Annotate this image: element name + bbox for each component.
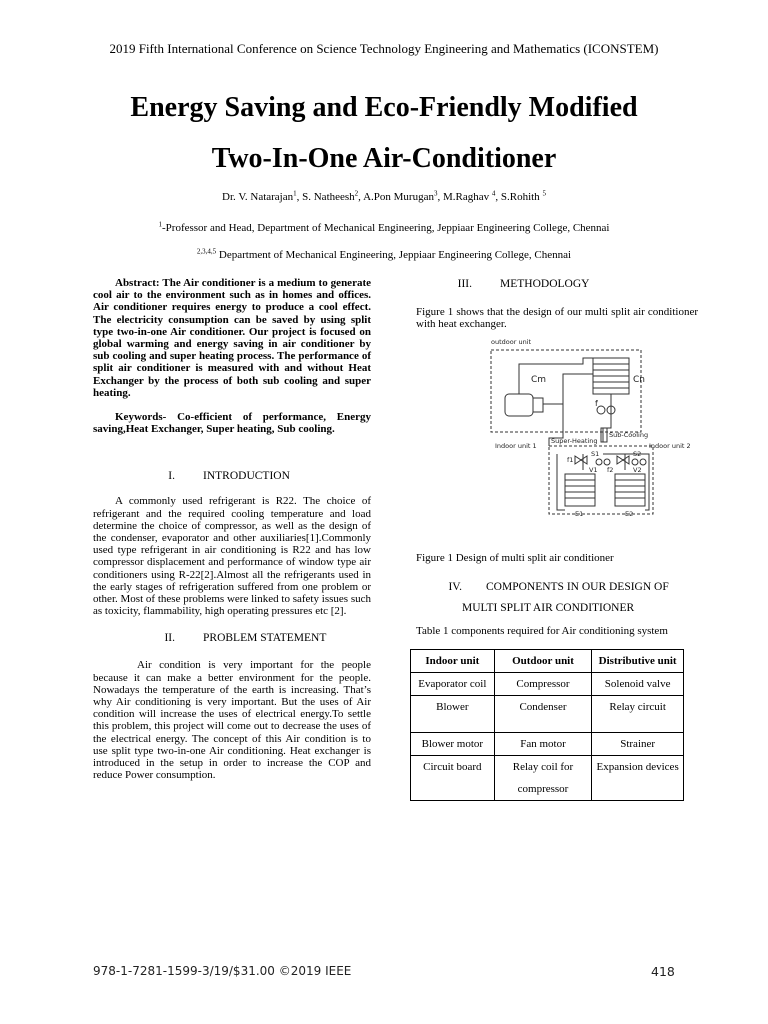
outdoor-unit-box — [491, 350, 641, 432]
table-cell: Blower — [411, 696, 495, 733]
left-column — [93, 277, 371, 782]
label-sub-cooling: Sub-Cooling — [609, 431, 649, 440]
table-cell: Circuit board — [411, 756, 495, 801]
author-name: S. Natheesh — [302, 191, 355, 203]
label-f: f — [595, 399, 598, 409]
section-title: PROBLEM STATEMENT — [203, 632, 327, 645]
section-heading-problem-statement — [93, 631, 371, 645]
paper-title-line-2: Two-In-One Air-Conditioner — [211, 143, 557, 174]
table-cell: Condenser — [494, 696, 592, 733]
ac-schematic — [453, 334, 693, 524]
section-number: IV. — [448, 580, 462, 593]
page-number: 418 — [651, 964, 675, 979]
label-e2: E2 — [625, 510, 634, 519]
label-e1: E1 — [575, 510, 584, 519]
label-outdoor-unit: outdoor unit — [491, 338, 532, 347]
problem-statement-paragraph: Air condition is very important for the people because it can make a better environment for the people. Nowadays the temperature of the earth is increasing. That’s why Air conditioning is very important. But the uses of Air condition will increase the uses of electrical energy.To settle this problem, this project will come out to decrease the uses of the electrical energy. The concept of this Air condition is to use split type two-in-one Air conditioning. Heat exchanger is introduced in the setup in order to increase the COP and reduce Power consumption. — [93, 659, 371, 782]
label-s2: S2 — [633, 450, 642, 459]
label-super-heating: Super-Heating — [551, 437, 598, 446]
author-mark: 3 — [433, 189, 438, 198]
label-f2: f2 — [607, 466, 614, 475]
table-cell: Relay circuit — [592, 696, 684, 733]
section-number: II. — [164, 632, 175, 645]
components-table — [410, 649, 684, 801]
table-row — [411, 696, 684, 733]
table-cell: Fan motor — [494, 733, 592, 756]
section-heading-methodology — [416, 277, 698, 291]
author-list: Dr. V. Natarajan$^1$, S. Natheesh$^2$, A.Pon Murugan$^3$, M.Raghav $^4$, S.Rohith $^5$ — [222, 189, 546, 203]
author-mark: 1 — [293, 189, 297, 198]
author-name: M.Raghav — [442, 191, 492, 203]
affiliation-mark: 1 — [158, 220, 162, 229]
section-heading-introduction — [93, 469, 371, 483]
table-cell: Strainer — [592, 733, 684, 756]
affiliation-text: Department of Mechanical Engineering, Jeppiaar Engineering College, Chennai — [216, 249, 572, 261]
paper-title-line-1: Energy Saving and Eco-Friendly Modified — [130, 92, 638, 123]
sub-cooling-exchanger — [601, 428, 607, 442]
evaporator-1 — [565, 474, 595, 506]
table-row — [411, 673, 684, 696]
author-name: Dr. V. Natarajan — [222, 191, 294, 203]
label-indoor-unit-1: Indoor unit 1 — [495, 442, 537, 451]
affiliation-text: -Professor and Head, Department of Mechanical Engineering, Jeppiaar Engineering College, Chennai — [162, 222, 610, 234]
author-name: A.Pon Murugan — [363, 191, 434, 203]
label-cm: Cm — [531, 375, 547, 386]
section-title: INTRODUCTION — [203, 470, 290, 483]
label-indoor-unit-2: Indoor unit 2 — [649, 442, 691, 451]
section-title-line-1: COMPONENTS IN OUR DESIGN OF — [486, 580, 669, 593]
table-cell: Compressor — [494, 673, 592, 696]
conference-header: 2019 Fifth International Conference on Science Technology Engineering and Mathematics (ICONSTEM) — [109, 41, 659, 56]
table-row — [411, 756, 684, 801]
table-header-row — [411, 650, 684, 673]
table-1-caption: Table 1 components required for Air conditioning system — [416, 625, 668, 638]
methodology-paragraph: Figure 1 shows that the design of our multi split air conditioner with heat exchanger. — [416, 306, 698, 331]
table-cell: Evaporator coil — [411, 673, 495, 696]
compressor — [505, 394, 533, 416]
figure-1-caption: Figure 1 Design of multi split air conditioner — [416, 552, 614, 565]
section-heading-components — [416, 581, 698, 614]
section-number: I. — [168, 470, 175, 483]
right-column — [416, 277, 698, 801]
label-cn: Cn — [633, 375, 645, 386]
table-header-cell: Distributive unit — [592, 650, 684, 673]
author-mark: 4 — [491, 189, 496, 198]
section-title: METHODOLOGY — [500, 277, 590, 290]
label-v1: V1 — [589, 466, 598, 475]
table-header-cell: Indoor unit — [411, 650, 495, 673]
label-s1: S1 — [591, 450, 600, 459]
affiliation-2 — [0, 249, 768, 261]
figure-1-diagram — [453, 334, 693, 524]
affiliation-mark: 2,3,4,5 — [196, 247, 217, 256]
section-title-line-2: MULTI SPLIT AIR CONDITIONER — [462, 601, 635, 614]
table-cell: Relay coil for compressor — [494, 756, 592, 801]
footer-isbn: 978-1-7281-1599-3/19/$31.00 ©2019 IEEE — [93, 964, 352, 978]
evaporator-2 — [615, 474, 645, 506]
keywords: Keywords- Co-efficient of performance, Energy saving,Heat Exchanger, Super heating, Sub cooling. — [93, 411, 371, 436]
table-header-cell: Outdoor unit — [494, 650, 592, 673]
author-mark: 2 — [354, 189, 359, 198]
label-v2: V2 — [633, 466, 642, 475]
table-cell: Blower motor — [411, 733, 495, 756]
section-number: III. — [457, 277, 472, 290]
introduction-paragraph: A commonly used refrigerant is R22. The choice of refrigerant and the required cooling temperature and load determine the choice of compressor, as well as the design of the condenser, evaporator and other auxiliaries[1].Commonly used type refrigerant in air conditioning is R22 and has low compressor displacement and performance of window type air conditioners using R-22[2].Almost all the refrigerants used in the early stages of refrigeration suffered from one problem or other. Most of these problems were linked to safety issues such as toxicity, flammability, high operating pressures etc [2]. — [93, 495, 371, 618]
table-row — [411, 733, 684, 756]
author-mark: 5 — [542, 189, 546, 198]
author-name: S.Rohith — [500, 191, 543, 203]
table-cell: Solenoid valve — [592, 673, 684, 696]
compressor-motor — [533, 398, 543, 412]
abstract: Abstract: The Air conditioner is a medium to generate cool air to the environment such as in homes and offices. Air conditioner requires energy to produce a cool effect. The electricity consumption can be saved by using split type two-in-one Air conditioner. Our project is focused on global warming and energy saving in air conditioner by sub cooling and super heating process. The performance of split air conditioner is measured with and without Heat Exchanger by the process of both sub cooling and super heating. — [93, 277, 371, 399]
table-cell: Expansion devices — [592, 756, 684, 801]
label-f1: f1 — [567, 456, 574, 465]
affiliation-1 — [0, 222, 768, 234]
